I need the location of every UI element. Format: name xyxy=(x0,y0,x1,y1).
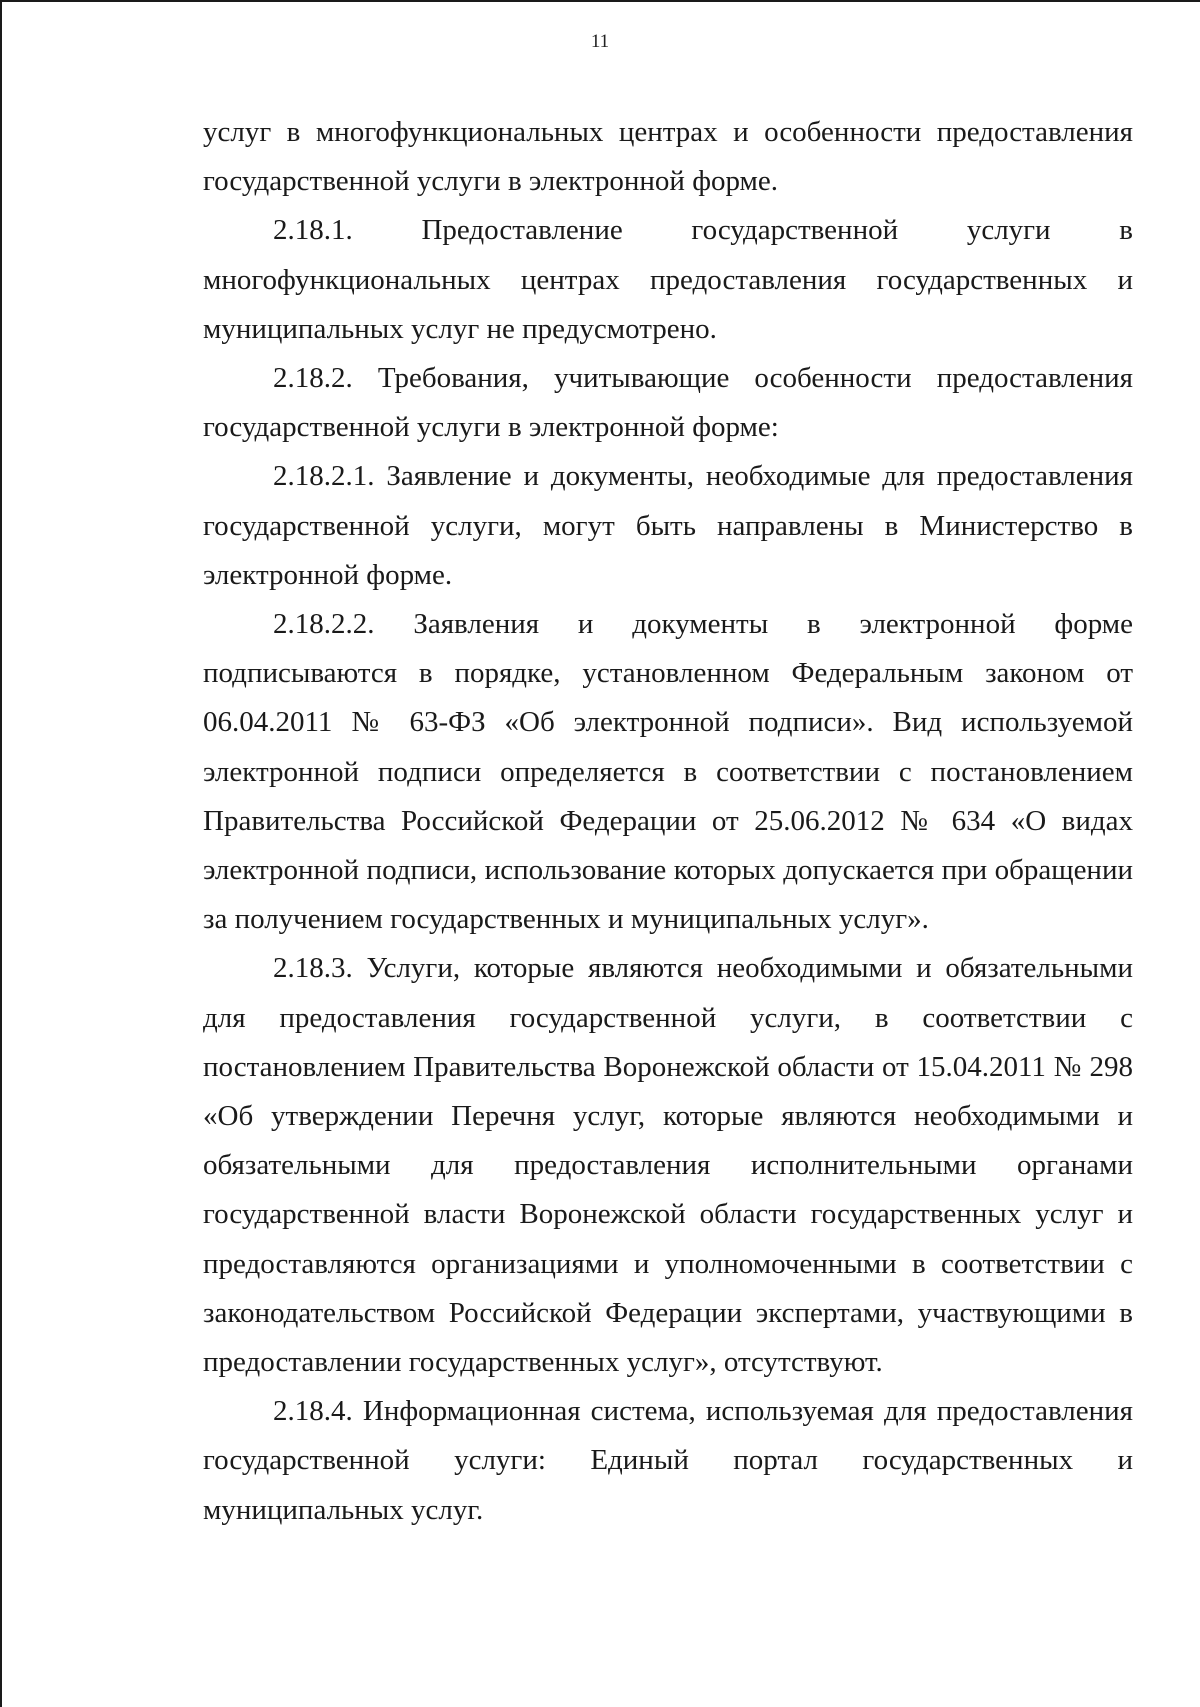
paragraph-2-18-4: 2.18.4. Информационная система, используемая для предоставления государственной услуги: Единый портал государственных и муниципальных услуг. xyxy=(203,1395,1133,1526)
paragraph-2-18-3: 2.18.3. Услуги, которые являются необходимыми и обязательными для предоставления государственной услуги, в соответствии с постановлением Правительства Воронежской области от 15.04.2011 № 298 «Об утверждении Перечня услуг, которые являются необходимыми и обязательными для предоставления исполнительными органами государственной власти Воронежской области государственных услуг и предоставляются организациями и уполномоченными в соответствии с законодательством Российской Федерации экспертами, участвующими в предоставлении государственных услуг», отсутствуют. xyxy=(203,952,1133,1379)
page-number: 11 xyxy=(590,31,610,52)
paragraph-continuation: услуг в многофункциональных центрах и особенности предоставления государственной услуги в электронной форме. xyxy=(203,116,1133,198)
document-body xyxy=(203,108,1133,1535)
paragraph-2-18-2-2: 2.18.2.2. Заявления и документы в электронной форме подписываются в порядке, установленном Федеральным законом от 06.04.2011 № 63-ФЗ «Об электронной подписи». Вид используемой электронной подписи определяется в соответствии с постановлением Правительства Российской Федерации от 25.06.2012 № 634 «О видах электронной подписи, использование которых допускается при обращении за получением государственных и муниципальных услуг». xyxy=(203,608,1133,936)
scan-edge-left xyxy=(0,0,2,1707)
paragraph-2-18-1: 2.18.1. Предоставление государственной услуги в многофункциональных центрах предоставления государственных и муниципальных услуг не предусмотрено. xyxy=(203,214,1133,345)
paragraph-2-18-2-1: 2.18.2.1. Заявление и документы, необходимые для предоставления государственной услуги, могут быть направлены в Министерство в электронной форме. xyxy=(203,460,1133,591)
scan-edge-top xyxy=(0,0,1200,2)
paragraph-2-18-2: 2.18.2. Требования, учитывающие особенности предоставления государственной услуги в электронной форме: xyxy=(203,362,1133,444)
